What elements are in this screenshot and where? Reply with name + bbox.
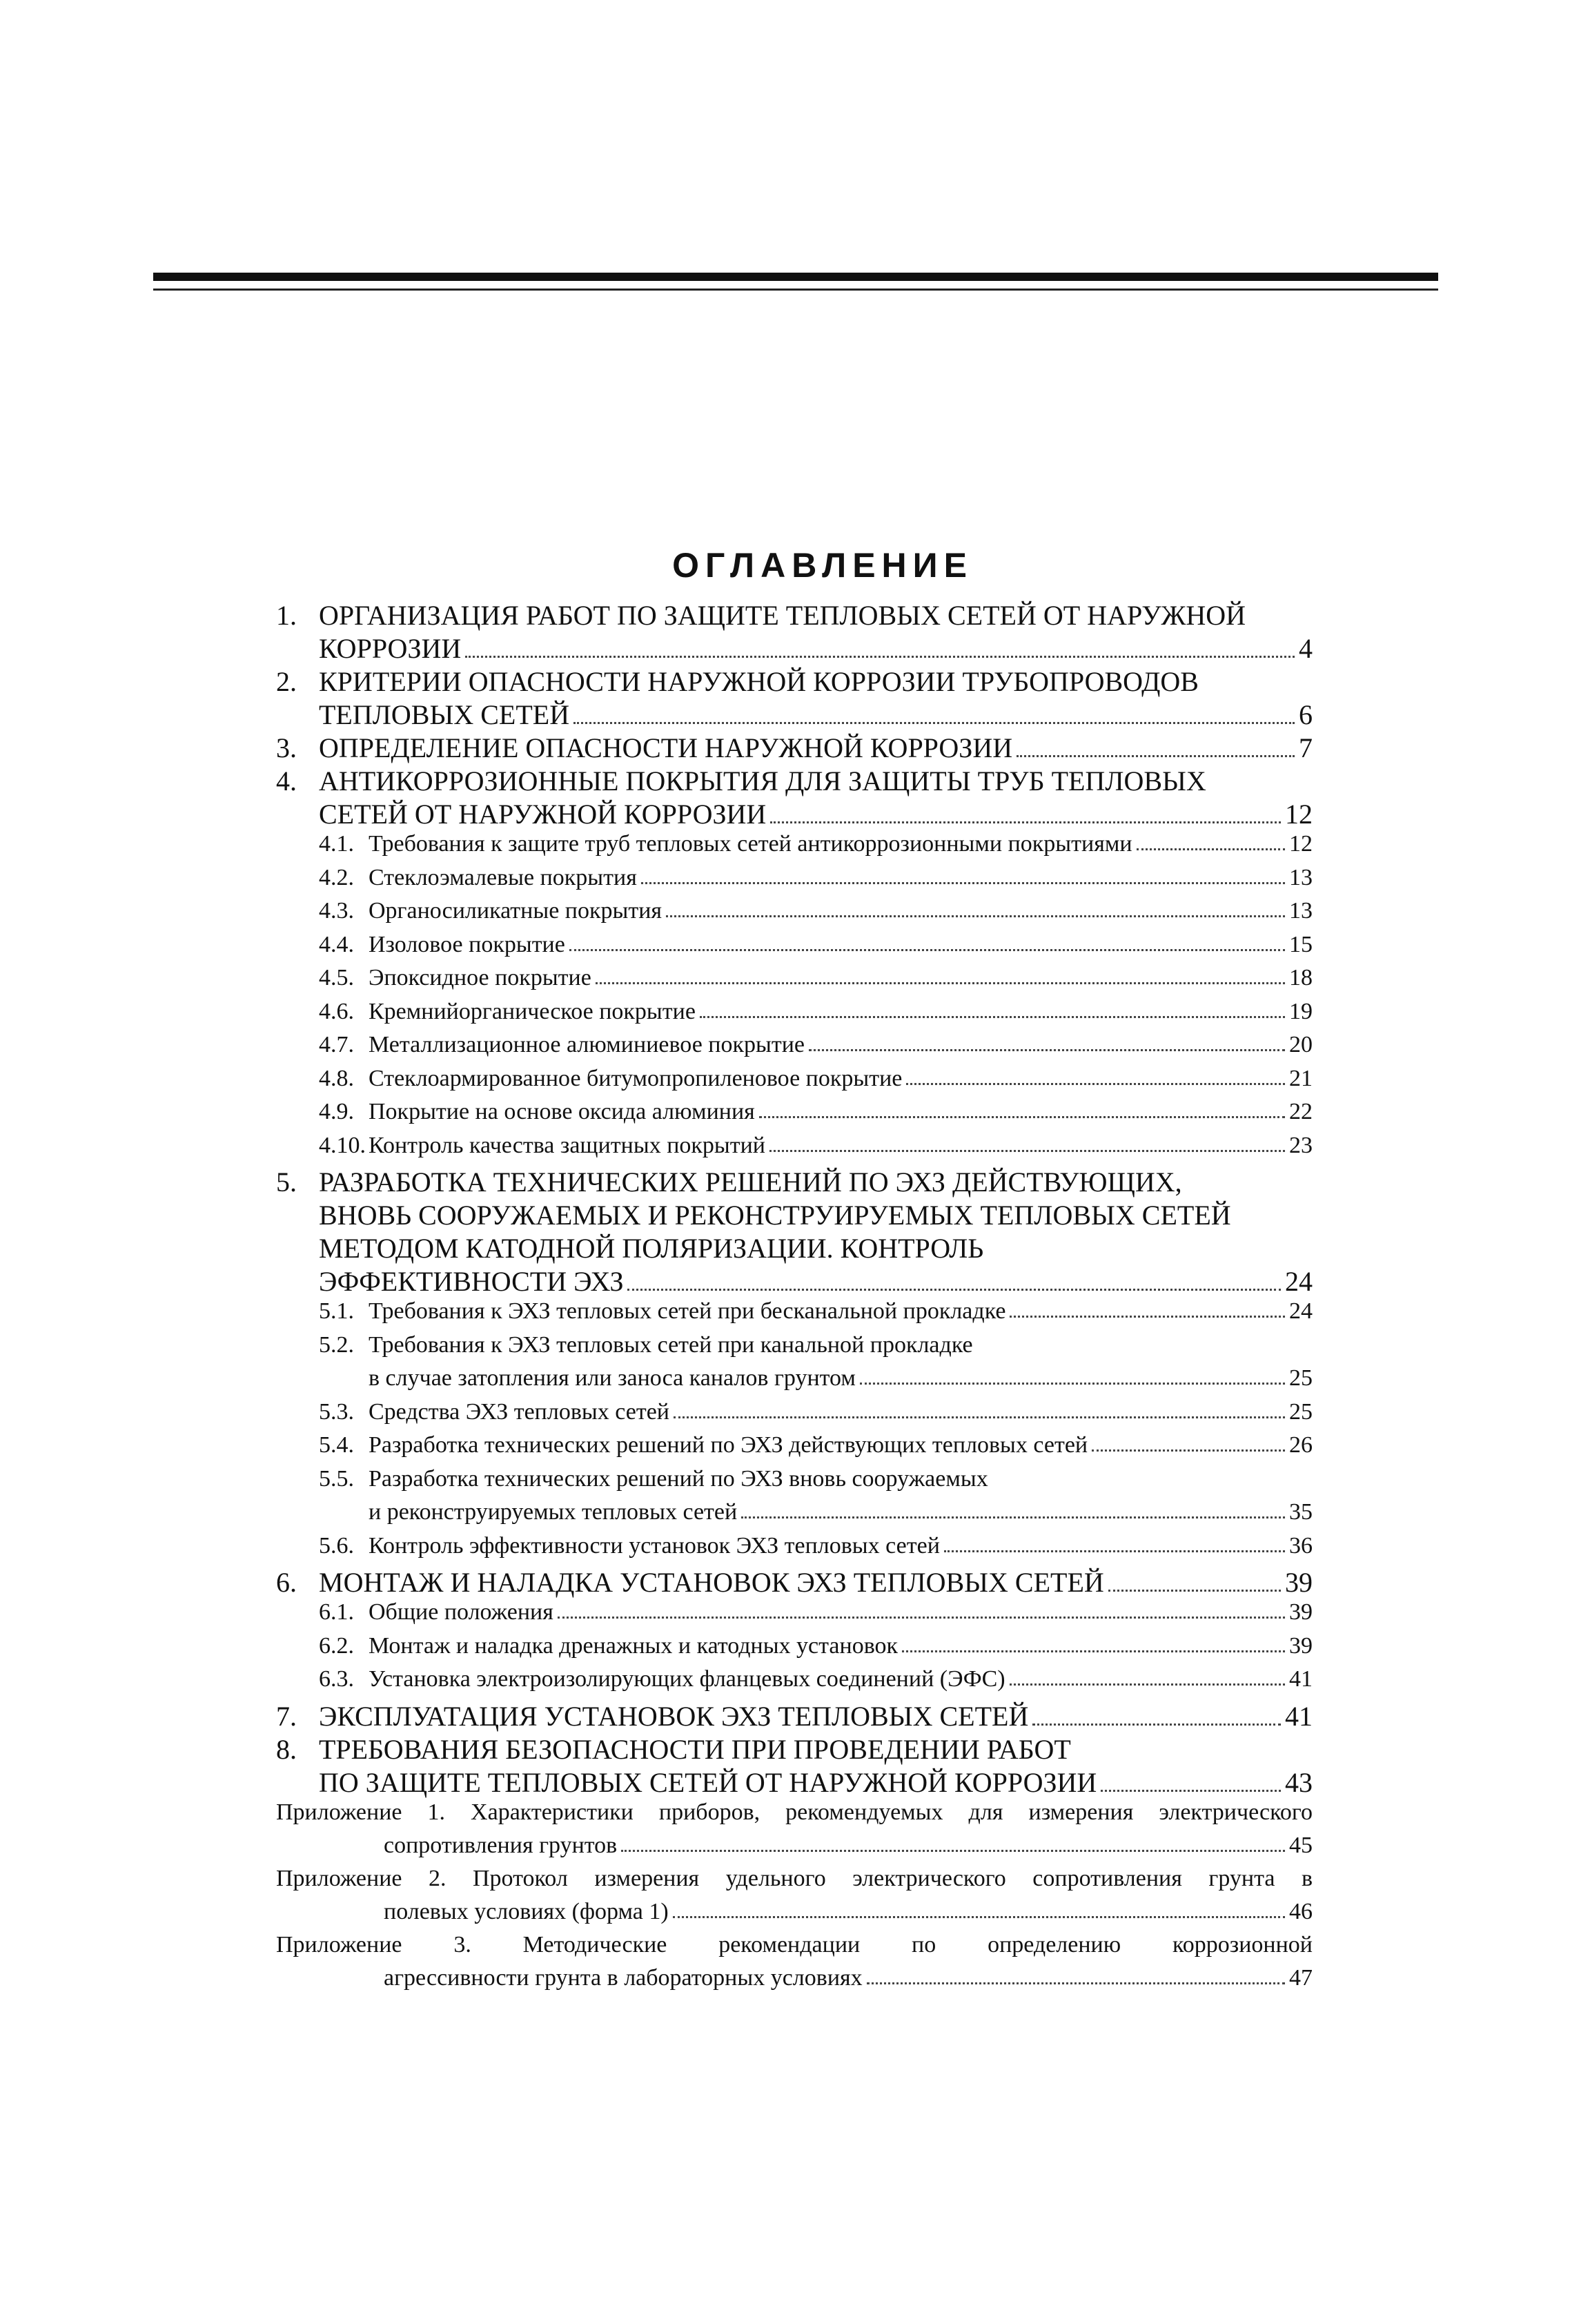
toc-entry-line bbox=[276, 1866, 1313, 1892]
toc-entry-line bbox=[319, 1533, 1313, 1559]
toc-entry-number: 5.5. bbox=[319, 1465, 354, 1492]
toc-entry-line bbox=[319, 1499, 1313, 1525]
toc-entry-title: Приложение 1. Характеристики приборов, рекомендуемых для измерения электрического bbox=[276, 1799, 1313, 1825]
toc-leader-dots bbox=[1101, 1790, 1281, 1792]
toc-page-number: 6 bbox=[1299, 699, 1313, 730]
toc-entry-title: Стеклоэмалевые покрытия bbox=[369, 864, 637, 890]
toc-entry-line bbox=[276, 1166, 1182, 1198]
toc-entry-line bbox=[319, 965, 1313, 991]
toc-leader-dots bbox=[1010, 1683, 1285, 1686]
toc-leader-dots bbox=[674, 1416, 1285, 1418]
toc-page-number: 41 bbox=[1289, 1666, 1313, 1692]
toc-page-number: 24 bbox=[1289, 1298, 1313, 1324]
toc-entry-line bbox=[276, 1733, 1071, 1766]
toc-entry-number: 4.7. bbox=[319, 1032, 354, 1057]
toc-entry-number: 4.4. bbox=[319, 931, 354, 957]
toc-page-number: 45 bbox=[1289, 1832, 1313, 1858]
toc-entry-number: 5.2. bbox=[319, 1331, 354, 1358]
toc-entry-number: 2. bbox=[276, 666, 297, 697]
toc-entry-title: ПО ЗАЩИТЕ ТЕПЛОВЫХ СЕТЕЙ ОТ НАРУЖНОЙ КОРРОЗИИ bbox=[319, 1766, 1097, 1798]
toc-entry-line bbox=[319, 1199, 1231, 1231]
toc-entry-title: МЕТОДОМ КАТОДНОЙ ПОЛЯРИЗАЦИИ. КОНТРОЛЬ bbox=[319, 1233, 984, 1264]
toc-page-number: 22 bbox=[1289, 1099, 1313, 1124]
toc-entry-number: 4.2. bbox=[319, 864, 354, 890]
toc-leader-dots bbox=[860, 1383, 1285, 1385]
toc-page-number: 23 bbox=[1289, 1132, 1313, 1158]
toc-page-number: 47 bbox=[1289, 1964, 1313, 1991]
toc-leader-dots bbox=[1137, 848, 1285, 850]
toc-page-number: 19 bbox=[1289, 998, 1313, 1024]
toc-entry-title: МОНТАЖ И НАЛАДКА УСТАНОВОК ЭХЗ ТЕПЛОВЫХ СЕТЕЙ bbox=[319, 1567, 1104, 1598]
toc-leader-dots bbox=[700, 1016, 1285, 1018]
page-title: ОГЛАВЛЕНИЕ bbox=[672, 546, 973, 585]
toc-entry-line bbox=[319, 1332, 973, 1358]
toc-entry-line bbox=[319, 1232, 983, 1264]
toc-entry-line bbox=[319, 865, 1313, 891]
toc-leader-dots bbox=[1108, 1590, 1281, 1592]
toc-page-number: 41 bbox=[1285, 1700, 1313, 1732]
toc-entry-title: АНТИКОРРОЗИОННЫЕ ПОКРЫТИЯ ДЛЯ ЗАЩИТЫ ТРУБ ТЕПЛОВЫХ bbox=[319, 765, 1206, 797]
toc-entry-number: 6.2. bbox=[319, 1632, 354, 1659]
toc-entry-line bbox=[319, 1066, 1313, 1092]
toc-entry-title: Металлизационное алюминиевое покрытие bbox=[369, 1032, 805, 1057]
toc-entry-number: 5. bbox=[276, 1166, 297, 1198]
toc-entry-title: Требования к защите труб тепловых сетей антикоррозионными покрытиями bbox=[369, 831, 1132, 857]
toc-entry-title: КРИТЕРИИ ОПАСНОСТИ НАРУЖНОЙ КОРРОЗИИ ТРУБОПРОВОДОВ bbox=[319, 666, 1199, 697]
toc-entry-number: 4.8. bbox=[319, 1065, 354, 1091]
toc-entry-title: агрессивности грунта в лабораторных условиях bbox=[384, 1964, 863, 1991]
toc-entry-number: 6. bbox=[276, 1567, 297, 1598]
toc-page-number: 39 bbox=[1289, 1632, 1313, 1659]
toc-leader-dots bbox=[673, 1916, 1285, 1918]
toc-entry-title: РАЗРАБОТКА ТЕХНИЧЕСКИХ РЕШЕНИЙ ПО ЭХЗ ДЕЙСТВУЮЩИХ, bbox=[319, 1166, 1182, 1198]
toc-leader-dots bbox=[596, 982, 1285, 984]
toc-entry-line bbox=[276, 665, 1199, 698]
toc-entry-line bbox=[319, 1265, 1313, 1298]
toc-entry-line bbox=[319, 699, 1313, 731]
toc-page-number: 39 bbox=[1285, 1567, 1313, 1598]
toc-entry-line bbox=[319, 1365, 1313, 1392]
toc-entry-number: 4.5. bbox=[319, 965, 354, 990]
toc-leader-dots bbox=[759, 1116, 1285, 1118]
toc-entry-number: 6.3. bbox=[319, 1666, 354, 1692]
toc-entry-line bbox=[276, 1566, 1313, 1599]
toc-page-number: 36 bbox=[1289, 1532, 1313, 1559]
toc-entry-number: 4.6. bbox=[319, 998, 354, 1024]
toc-page-number: 4 bbox=[1299, 633, 1313, 664]
toc-page-number: 35 bbox=[1289, 1499, 1313, 1525]
toc-entry-line bbox=[276, 1700, 1313, 1732]
toc-entry-title: Покрытие на основе оксида алюминия bbox=[369, 1099, 755, 1124]
toc-entry-line bbox=[384, 1899, 1313, 1925]
toc-entry-line bbox=[276, 1799, 1313, 1826]
toc-entry-title: Требования к ЭХЗ тепловых сетей при бесканальной прокладке bbox=[369, 1298, 1006, 1324]
toc-page-number: 13 bbox=[1289, 898, 1313, 924]
toc-entry-line bbox=[319, 1666, 1313, 1692]
toc-leader-dots bbox=[906, 1083, 1285, 1085]
toc-page-number: 7 bbox=[1299, 732, 1313, 763]
toc-entry-line bbox=[319, 1399, 1313, 1425]
toc-entry-line bbox=[384, 1833, 1313, 1859]
toc-entry-number: 5.1. bbox=[319, 1298, 354, 1324]
toc-entry-title: полевых условиях (форма 1) bbox=[384, 1898, 669, 1924]
toc-entry-number: 4. bbox=[276, 765, 297, 797]
toc-leader-dots bbox=[1032, 1724, 1281, 1726]
toc-entry-line bbox=[276, 599, 1246, 632]
toc-entry-line bbox=[319, 898, 1313, 924]
toc-entry-line bbox=[319, 1466, 988, 1492]
toc-entry-line bbox=[319, 932, 1313, 958]
toc-entry-line bbox=[276, 765, 1206, 797]
toc-entry-title: Приложение 2. Протокол измерения удельного электрического сопротивления грунта в bbox=[276, 1865, 1313, 1891]
toc-page-number: 21 bbox=[1289, 1065, 1313, 1091]
toc-leader-dots bbox=[465, 656, 1295, 658]
toc-entry-title: ОПРЕДЕЛЕНИЕ ОПАСНОСТИ НАРУЖНОЙ КОРРОЗИИ bbox=[319, 732, 1013, 763]
toc-entry-title: Разработка технических решений по ЭХЗ действующих тепловых сетей bbox=[369, 1432, 1088, 1458]
toc-entry-title: Кремнийорганическое покрытие bbox=[369, 998, 696, 1024]
toc-entry-line bbox=[319, 1432, 1313, 1458]
toc-page-number: 12 bbox=[1285, 799, 1313, 830]
toc-page-number: 25 bbox=[1289, 1398, 1313, 1425]
toc-entry-number: 5.4. bbox=[319, 1432, 354, 1458]
toc-page-number: 24 bbox=[1285, 1266, 1313, 1297]
toc-leader-dots bbox=[770, 821, 1281, 823]
toc-entry-line bbox=[319, 999, 1313, 1025]
toc-leader-dots bbox=[741, 1516, 1285, 1519]
toc-entry-line bbox=[276, 732, 1313, 764]
toc-leader-dots bbox=[666, 915, 1285, 917]
toc-entry-line bbox=[384, 1965, 1313, 1991]
toc-entry-title: Общие положения bbox=[369, 1599, 553, 1625]
toc-page-number: 39 bbox=[1289, 1599, 1313, 1625]
toc-leader-dots bbox=[809, 1049, 1285, 1051]
toc-entry-title: Контроль эффективности установок ЭХЗ тепловых сетей bbox=[369, 1532, 940, 1559]
toc-entry-title: Разработка технических решений по ЭХЗ вновь сооружаемых bbox=[369, 1465, 988, 1492]
toc-entry-line bbox=[319, 632, 1313, 665]
toc-leader-dots bbox=[944, 1550, 1285, 1552]
toc-leader-dots bbox=[769, 1150, 1285, 1152]
toc-page-number: 20 bbox=[1289, 1032, 1313, 1057]
toc-page-number: 12 bbox=[1289, 831, 1313, 857]
toc-entry-title: ТРЕБОВАНИЯ БЕЗОПАСНОСТИ ПРИ ПРОВЕДЕНИИ РАБОТ bbox=[319, 1733, 1071, 1765]
toc-entry-title: ЭКСПЛУАТАЦИЯ УСТАНОВОК ЭХЗ ТЕПЛОВЫХ СЕТЕЙ bbox=[319, 1700, 1029, 1732]
toc-entry-number: 5.3. bbox=[319, 1398, 354, 1425]
toc-entry-title: и реконструируемых тепловых сетей bbox=[369, 1499, 738, 1525]
toc-leader-dots bbox=[621, 1850, 1285, 1852]
toc-leader-dots bbox=[573, 722, 1295, 724]
toc-entry-title: Требования к ЭХЗ тепловых сетей при канальной прокладке bbox=[369, 1331, 973, 1358]
toc-entry-line bbox=[319, 1298, 1313, 1325]
toc-leader-dots bbox=[569, 949, 1285, 951]
toc-entry-number: 3. bbox=[276, 732, 297, 763]
toc-entry-title: КОРРОЗИИ bbox=[319, 633, 462, 664]
toc-leader-dots bbox=[867, 1982, 1285, 1984]
toc-entry-line bbox=[319, 1633, 1313, 1659]
toc-entry-title: ВНОВЬ СООРУЖАЕМЫХ И РЕКОНСТРУИРУЕМЫХ ТЕПЛОВЫХ СЕТЕЙ bbox=[319, 1200, 1231, 1231]
toc-entry-title: Монтаж и наладка дренажных и катодных установок bbox=[369, 1632, 899, 1659]
toc-entry-number: 5.6. bbox=[319, 1532, 354, 1559]
toc-page-number: 13 bbox=[1289, 864, 1313, 890]
toc-entry-title: ЭФФЕКТИВНОСТИ ЭХЗ bbox=[319, 1266, 624, 1297]
toc-entry-line bbox=[319, 831, 1313, 857]
toc-page-number: 46 bbox=[1289, 1898, 1313, 1924]
toc-entry-title: Контроль качества защитных покрытий bbox=[369, 1132, 765, 1158]
toc-leader-dots bbox=[641, 882, 1285, 884]
toc-page-number: 25 bbox=[1289, 1365, 1313, 1391]
toc-entry-title: сопротивления грунтов bbox=[384, 1832, 618, 1858]
toc-entry-title: Органосиликатные покрытия bbox=[369, 898, 662, 924]
toc-entry-number: 4.9. bbox=[319, 1099, 354, 1124]
toc-entry-title: в случае затопления или заноса каналов грунтом bbox=[369, 1365, 856, 1391]
toc-entry-line bbox=[319, 798, 1313, 830]
toc-leader-dots bbox=[558, 1617, 1285, 1619]
toc-leader-dots bbox=[1092, 1449, 1285, 1452]
header-rule-thick bbox=[153, 273, 1438, 281]
toc-page-number: 43 bbox=[1285, 1766, 1313, 1798]
toc-entry-line bbox=[319, 1099, 1313, 1125]
toc-leader-dots bbox=[902, 1650, 1285, 1652]
toc-entry-line bbox=[276, 1932, 1313, 1958]
toc-entry-title: Приложение 3. Методические рекомендации по определению коррозионной bbox=[276, 1931, 1313, 1957]
toc-entry-title: Средства ЭХЗ тепловых сетей bbox=[369, 1398, 669, 1425]
toc-entry-title: ОРГАНИЗАЦИЯ РАБОТ ПО ЗАЩИТЕ ТЕПЛОВЫХ СЕТЕЙ ОТ НАРУЖНОЙ bbox=[319, 600, 1246, 631]
toc-entry-title: ТЕПЛОВЫХ СЕТЕЙ bbox=[319, 699, 570, 730]
toc-entry-number: 4.3. bbox=[319, 898, 354, 924]
toc-entry-number: 4.10. bbox=[319, 1132, 366, 1158]
toc-entry-line bbox=[319, 1133, 1313, 1159]
toc-entry-number: 7. bbox=[276, 1700, 297, 1732]
toc-leader-dots bbox=[1010, 1316, 1285, 1318]
toc-entry-title: Установка электроизолирующих фланцевых соединений (ЭФС) bbox=[369, 1666, 1005, 1692]
toc-entry-line bbox=[319, 1766, 1313, 1799]
header-rule-thin bbox=[153, 289, 1438, 291]
toc-page-number: 26 bbox=[1289, 1432, 1313, 1458]
toc-entry-line bbox=[319, 1599, 1313, 1625]
toc-entry-title: Эпоксидное покрытие bbox=[369, 965, 591, 990]
toc-leader-dots bbox=[627, 1289, 1281, 1291]
toc-page-number: 18 bbox=[1289, 965, 1313, 990]
toc-entry-title: Изоловое покрытие bbox=[369, 931, 565, 957]
toc-entry-title: СЕТЕЙ ОТ НАРУЖНОЙ КОРРОЗИИ bbox=[319, 799, 767, 830]
toc-page-number: 15 bbox=[1289, 931, 1313, 957]
toc-entry-number: 6.1. bbox=[319, 1599, 354, 1625]
toc-entry-number: 8. bbox=[276, 1733, 297, 1765]
toc-leader-dots bbox=[1017, 755, 1295, 757]
toc-entry-line bbox=[319, 1032, 1313, 1058]
toc-entry-number: 4.1. bbox=[319, 831, 354, 857]
toc-entry-title: Стеклоармированное битумопропиленовое покрытие bbox=[369, 1065, 903, 1091]
toc-entry-number: 1. bbox=[276, 600, 297, 631]
